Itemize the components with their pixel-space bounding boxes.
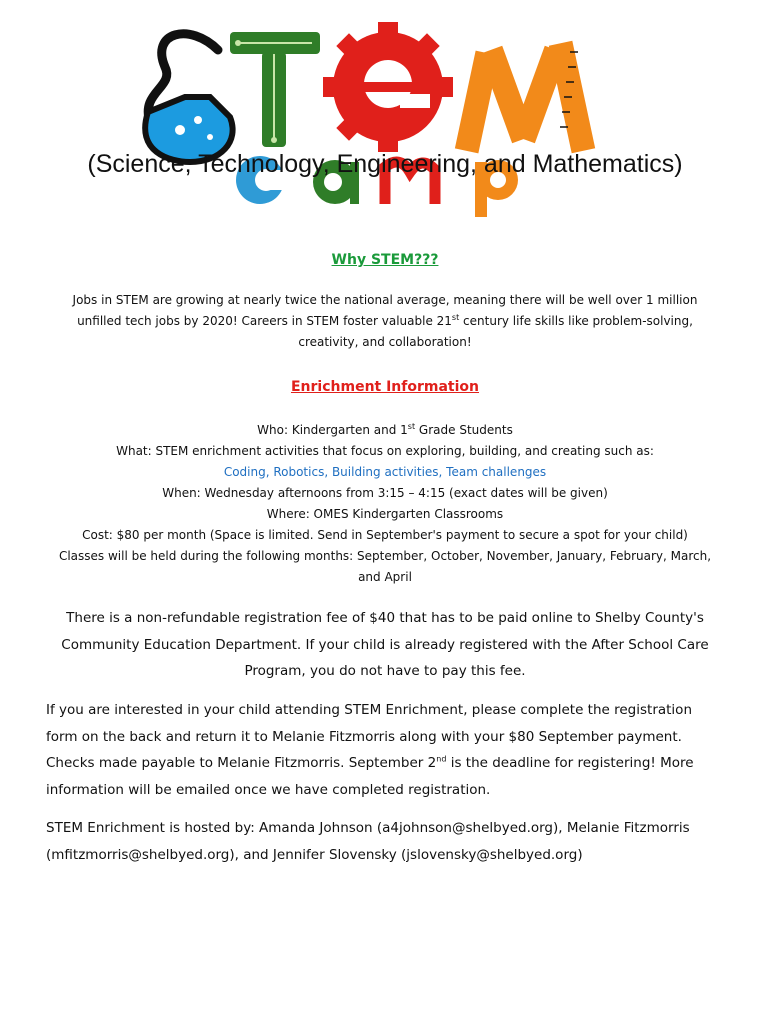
cost-line: Cost: $80 per month (Space is limited. Send in September's payment to secure a spot for your child) (82, 528, 688, 542)
where-line: Where: OMES Kindergarten Classrooms (266, 507, 504, 521)
subtitle: (Science, Technology, Engineering, and Mathematics) (87, 150, 683, 178)
e-gear-letter (323, 22, 453, 152)
hosted-line-1: STEM Enrichment is hosted by: Amanda Johnson (a4johnson@shelbyed.org), Melanie Fitzmorris (46, 820, 690, 836)
why-line-3: creativity, and collaboration! (298, 335, 472, 349)
why-stem-text (40, 290, 730, 353)
hosted-line-2: (mfitzmorris@shelbyed.org), and Jennifer Slovensky (jslovensky@shelbyed.org) (46, 846, 583, 863)
s-flask-letter (145, 34, 232, 162)
enrichment-heading: Enrichment Information (290, 379, 479, 395)
interest-line-4: information will be emailed once we have completed registration. (46, 781, 491, 798)
interest-line-2: form on the back and return it to Melanie Fitzmorris along with your $80 September payment. (46, 728, 682, 745)
fee-line-1: There is a non-refundable registration fee of $40 that has to be paid online to Shelby County's (66, 610, 704, 626)
why-stem-heading: Why STEM??? (331, 252, 439, 268)
why-line-1: Jobs in STEM are growing at nearly twice the national average, meaning there will be well over 1 million (72, 293, 698, 307)
when-line: When: Wednesday afternoons from 3:15 – 4:15 (exact dates will be given) (162, 486, 608, 500)
activities-line: Coding, Robotics, Building activities, Team challenges (223, 465, 547, 479)
stem-camp-logo (130, 12, 650, 217)
enrichment-details (40, 420, 730, 588)
registration-fee-paragraph (40, 605, 730, 685)
interest-line-1: If you are interested in your child attending STEM Enrichment, please complete the registration (46, 702, 692, 718)
months-line-1: Classes will be held during the following months: September, October, November, January, February, March, (58, 549, 712, 563)
interest-line-3: Checks made payable to Melanie Fitzmorris. September 2nd is the deadline for registering! More (46, 754, 694, 771)
why-line-2: unfilled tech jobs by 2020! Careers in STEM foster valuable 21st century life skills like problem-solving, (77, 313, 693, 328)
what-line: What: STEM enrichment activities that focus on exploring, building, and creating such as: (116, 444, 654, 458)
fee-line-3: Program, you do not have to pay this fee. (244, 663, 526, 679)
months-line-2: and April (358, 570, 412, 584)
fee-line-2: Community Education Department. If your child is already registered with the After School Care (61, 636, 709, 653)
m-ruler-letter (455, 41, 595, 154)
t-circuit-letter (230, 32, 320, 147)
who-line: Who: Kindergarten and 1st Grade Students (257, 422, 513, 437)
hosted-by-paragraph (46, 815, 726, 868)
registration-instructions-paragraph (46, 697, 726, 803)
